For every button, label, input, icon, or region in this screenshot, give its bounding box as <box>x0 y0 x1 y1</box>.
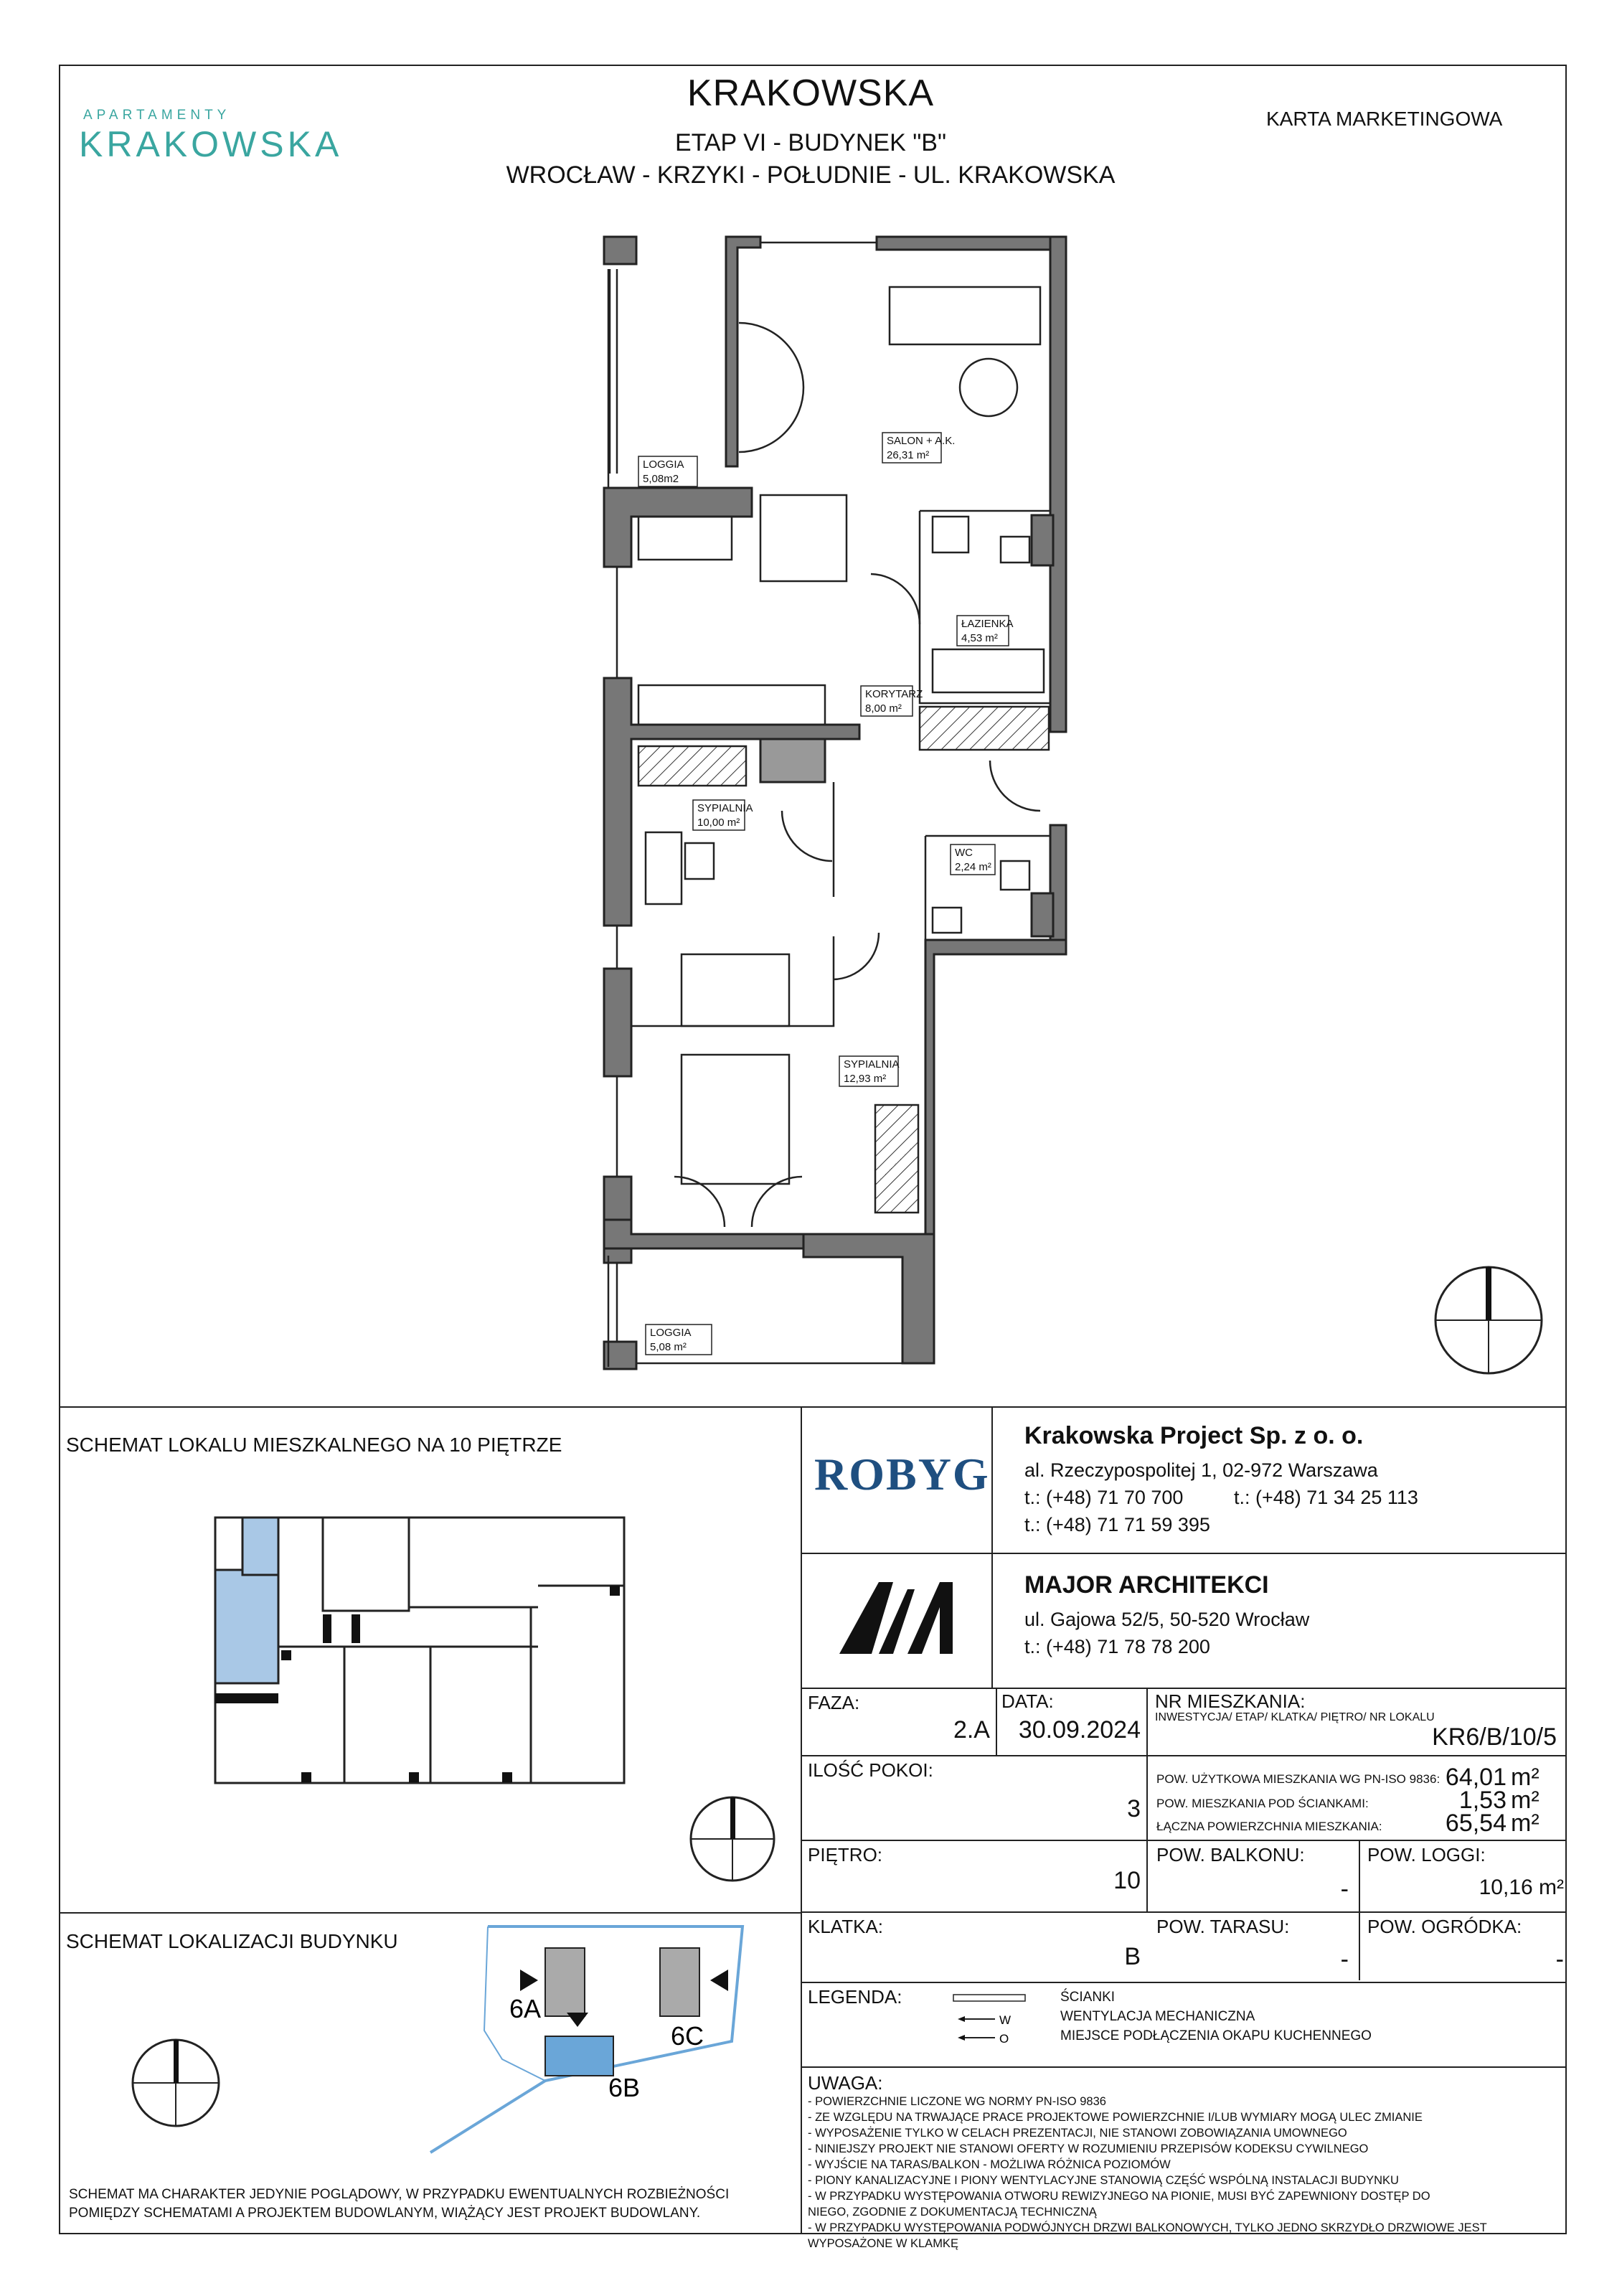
compass-icon <box>129 2036 222 2130</box>
divider <box>801 1911 1567 1913</box>
divider <box>801 1553 1567 1554</box>
room-salon-area: 26,31 m² <box>887 449 930 461</box>
floor-value: 10 <box>1113 1867 1141 1894</box>
developer-phone: t.: (+48) 71 70 700 <box>1024 1487 1184 1508</box>
washbasin <box>933 908 961 933</box>
divider <box>801 1982 1567 1983</box>
notes-title: UWAGA: <box>808 2072 883 2094</box>
developer-address: al. Rzeczypospolitej 1, 02-972 Warszawa <box>1024 1459 1378 1481</box>
note-line: - POWIERZCHNIE LICZONE WG NORMY PN-ISO 9836 <box>808 2095 1106 2108</box>
garden-value: - <box>1555 1946 1564 1973</box>
arrow-icon <box>567 2013 588 2027</box>
developer-name: Krakowska Project Sp. z o. o. <box>1024 1422 1364 1449</box>
door-swing <box>990 761 1040 811</box>
divider <box>59 1912 801 1914</box>
rooms-label: ILOŚĆ POKOI: <box>808 1759 933 1781</box>
area1-label: POW. UŻYTKOWA MIESZKANIA WG PN-ISO 9836: <box>1156 1772 1441 1786</box>
divider <box>801 1688 1567 1689</box>
divider <box>59 1406 1567 1408</box>
architect-name: MAJOR ARCHITEKCI <box>1024 1571 1269 1599</box>
toilet <box>1001 537 1029 563</box>
unit: m² <box>1511 1764 1540 1791</box>
divider <box>991 1406 993 1689</box>
logo-small-text: APARTAMENTY <box>83 108 231 123</box>
room-salon-name: SALON + A.K. <box>887 435 956 447</box>
divider <box>996 1688 997 1755</box>
area2-value: 1,53 <box>1458 1787 1507 1814</box>
floor-label: PIĘTRO: <box>808 1844 883 1866</box>
wall-symbol-icon <box>953 1995 1025 2001</box>
wall-segment <box>1050 237 1066 732</box>
room-bedroom2-name: SYPIALNIA <box>844 1058 900 1071</box>
unit: m² <box>1511 1787 1540 1814</box>
terrace-value: - <box>1340 1946 1349 1973</box>
wardrobe <box>638 746 746 786</box>
nr-sublabel: INWESTYCJA/ ETAP/ KLATKA/ PIĘTRO/ NR LOKALU <box>1155 1711 1435 1723</box>
building-label-6a: 6A <box>509 1994 542 2023</box>
arrow-icon <box>520 1970 538 1991</box>
krakowska-logo <box>79 108 352 187</box>
room-loggia1-name: LOGGIA <box>643 458 684 471</box>
bed-double <box>682 1055 789 1184</box>
wall-segment <box>925 940 1066 1234</box>
nr-value: KR6/B/10/5 <box>1432 1723 1557 1751</box>
floor-schema-title: SCHEMAT LOKALU MIESZKALNEGO NA 10 PIĘTRZE <box>66 1434 562 1456</box>
room-corridor-area: 8,00 m² <box>865 702 902 715</box>
room-wc-name: WC <box>955 847 973 859</box>
building-6b <box>545 2036 613 2076</box>
legend-item: WENTYLACJA MECHANICZNA <box>1060 2009 1255 2024</box>
nr-label: NR MIESZKANIA: <box>1155 1690 1306 1712</box>
compass-icon <box>687 1794 778 1884</box>
architect-address: ul. Gajowa 52/5, 50-520 Wrocław <box>1024 1609 1310 1630</box>
kitchen-counter <box>638 685 825 725</box>
room-wc-area: 2,24 m² <box>955 861 991 873</box>
compass-icon <box>1431 1263 1546 1378</box>
logo-big-text: KRAKOWSKA <box>79 124 343 164</box>
data-value: 30.09.2024 <box>1018 1716 1141 1744</box>
note-line: - WYPOSAŻENIE TYLKO W CELACH PREZENTACJI, NIE STANOWI ZOBOWIĄZANIA UMOWNEGO <box>808 2127 1347 2140</box>
location-schema-title: SCHEMAT LOKALIZACJI BUDYNKU <box>66 1930 398 1952</box>
subtitle-stage: ETAP VI - BUDYNEK "B" <box>674 129 947 156</box>
hood-symbol-letter: O <box>999 2032 1009 2046</box>
washing-machine <box>933 517 968 552</box>
divider <box>801 1406 802 2234</box>
architect-phone: t.: (+48) 71 78 78 200 <box>1024 1636 1210 1657</box>
developer-phone: t.: (+48) 71 34 25 113 <box>1234 1487 1418 1508</box>
room-bathroom-name: ŁAZIENKA <box>961 618 1014 630</box>
wall-segment <box>604 237 636 264</box>
room-loggia2-area: 5,08 m² <box>650 1341 687 1353</box>
legend-title: LEGENDA: <box>808 1986 902 2008</box>
wall-segment <box>803 1234 934 1363</box>
building-label-6b: 6B <box>608 2073 641 2102</box>
door-swing <box>739 387 803 452</box>
wall-segment <box>726 237 760 466</box>
door-swing <box>871 574 920 624</box>
room-bedroom1-name: SYPIALNIA <box>697 802 753 814</box>
ventilation-symbol-letter: W <box>999 2013 1012 2027</box>
bed-single <box>682 954 789 1026</box>
kitchen-counter <box>638 517 732 560</box>
robyg-logo: ROBYG <box>814 1449 990 1500</box>
ventilation-shaft <box>1032 893 1053 936</box>
legend-item: ŚCIANKI <box>1060 1990 1116 2005</box>
apartment-floor-plan <box>588 230 1105 1378</box>
note-line: - PIONY KANALIZACYJNE I PIONY WENTYLACYJNE STANOWIĄ CZĘŚĆ WSPÓLNĄ INSTALACJI BUDYNKU <box>808 2174 1399 2187</box>
door-swing <box>834 933 879 979</box>
loggia-value: 10,16 m² <box>1479 1876 1564 1899</box>
door-swing <box>739 323 803 387</box>
sofa <box>890 287 1040 344</box>
legend-item: MIEJSCE PODŁĄCZENIA OKAPU KUCHENNEGO <box>1060 2028 1372 2043</box>
room-loggia1-area: 5,08m2 <box>643 473 679 485</box>
toilet <box>1001 861 1029 890</box>
area3-label: ŁĄCZNA POWIERZCHNIA MIESZKANIA: <box>1156 1820 1382 1833</box>
terrace-label: POW. TARASU: <box>1156 1916 1290 1937</box>
subtitle-location: WROCŁAW - KRZYKI - POŁUDNIE - UL. KRAKOWSKA <box>506 161 1116 189</box>
divider <box>801 1840 1567 1841</box>
area3-value: 65,54 <box>1445 1810 1507 1837</box>
wardrobe <box>875 1105 918 1213</box>
room-bedroom1-area: 10,00 m² <box>697 817 740 829</box>
room-bedroom2-area: 12,93 m² <box>844 1073 887 1085</box>
door-swing <box>782 811 832 861</box>
garden-label: POW. OGRÓDKA: <box>1367 1916 1522 1937</box>
divider <box>801 2066 1567 2068</box>
room-loggia2-name: LOGGIA <box>650 1327 692 1339</box>
major-architekci-logo <box>839 1575 954 1657</box>
note-line: NIEGO, ZGODNIE Z DOKUMENTACJĄ TECHNICZNĄ <box>808 2206 1097 2219</box>
arrow-icon <box>710 1970 728 1991</box>
kitchen-hood-box <box>760 739 825 782</box>
card-label: KARTA MARKETINGOWA <box>1266 108 1503 130</box>
developer-phone: t.: (+48) 71 71 59 395 <box>1024 1514 1210 1535</box>
note-line: WYPOSAŻONE W KLAMKĘ <box>808 2237 958 2250</box>
room-corridor-name: KORYTARZ <box>865 688 923 700</box>
note-line: - W PRZYPADKU WYSTĘPOWANIA PODWÓJNYCH DRZWI BALKONOWYCH, TYLKO JEDNO SKRZYDŁO DRZWIOWE JEST <box>808 2221 1487 2234</box>
faza-label: FAZA: <box>808 1692 860 1713</box>
ventilation-shaft <box>1032 515 1053 565</box>
room-bathroom-area: 4,53 m² <box>961 632 998 644</box>
wall-segment <box>604 488 752 567</box>
desk <box>646 832 682 904</box>
schema-footnote: POMIĘDZY SCHEMATAMI A PROJEKTEM BUDOWLANYM, WIĄŻĄCY JEST PROJEKT BUDOWLANY. <box>69 2206 701 2221</box>
round-table <box>960 359 1017 416</box>
note-line: - NINIEJSZY PROJEKT NIE STANOWI OFERTY W ROZUMIENIU PRZEPISÓW KODEKSU CYWILNEGO <box>808 2142 1369 2155</box>
divider <box>1359 1840 1360 1980</box>
notes-list <box>808 2094 1487 2252</box>
divider <box>801 1755 1567 1756</box>
chair <box>685 843 714 879</box>
data-label: DATA: <box>1001 1690 1054 1712</box>
bathtub <box>933 649 1044 692</box>
balcony-label: POW. BALKONU: <box>1156 1844 1305 1866</box>
loggia-label: POW. LOGGI: <box>1367 1844 1486 1866</box>
dining-table <box>760 495 847 581</box>
location-schema-map <box>423 1916 760 2160</box>
note-line: - ZE WZGLĘDU NA TRWAJĄCE PRACE PROJEKTOWE POWIERZCHNIE I/LUB WYMIARY MOGĄ ULEC ZMIANIE <box>808 2111 1423 2124</box>
schema-footnote: SCHEMAT MA CHARAKTER JEDYNIE POGLĄDOWY, W PRZYPADKU EWENTUALNYCH ROZBIEŻNOŚCI <box>69 2187 730 2202</box>
area1-value: 64,01 <box>1445 1764 1507 1791</box>
staircase-value: B <box>1124 1943 1141 1970</box>
faza-value: 2.A <box>953 1716 990 1744</box>
balcony-value: - <box>1340 1876 1349 1903</box>
highlighted-apartment <box>215 1570 278 1683</box>
staircase-label: KLATKA: <box>808 1916 884 1937</box>
building-label-6c: 6C <box>671 2021 704 2051</box>
building-6a <box>545 1948 585 2016</box>
note-line: - W PRZYPADKU WYSTĘPOWANIA OTWORU REWIZYJNEGO NA PIONIE, MUSI BYĆ ZAPEWNIONY DOSTĘP DO <box>808 2190 1430 2203</box>
highlighted-apartment <box>242 1518 278 1575</box>
wall-segment <box>604 969 631 1076</box>
wardrobe <box>920 707 1049 750</box>
legend-symbols <box>951 1989 1029 2051</box>
wall-segment <box>877 237 1063 250</box>
note-line: - WYJŚCIE NA TARAS/BALKON - MOŻLIWA RÓŻNICA POZIOMÓW <box>808 2158 1171 2171</box>
wall-line <box>631 936 834 1026</box>
unit: m² <box>1511 1810 1540 1837</box>
divider <box>1146 1688 1148 1913</box>
building-6c <box>660 1948 699 2016</box>
area2-label: POW. MIESZKANIA POD ŚCIANKAMI: <box>1156 1797 1369 1810</box>
page-title: KRAKOWSKA <box>687 72 935 114</box>
floor-schema-diagram <box>201 1507 638 1801</box>
rooms-value: 3 <box>1127 1795 1141 1822</box>
